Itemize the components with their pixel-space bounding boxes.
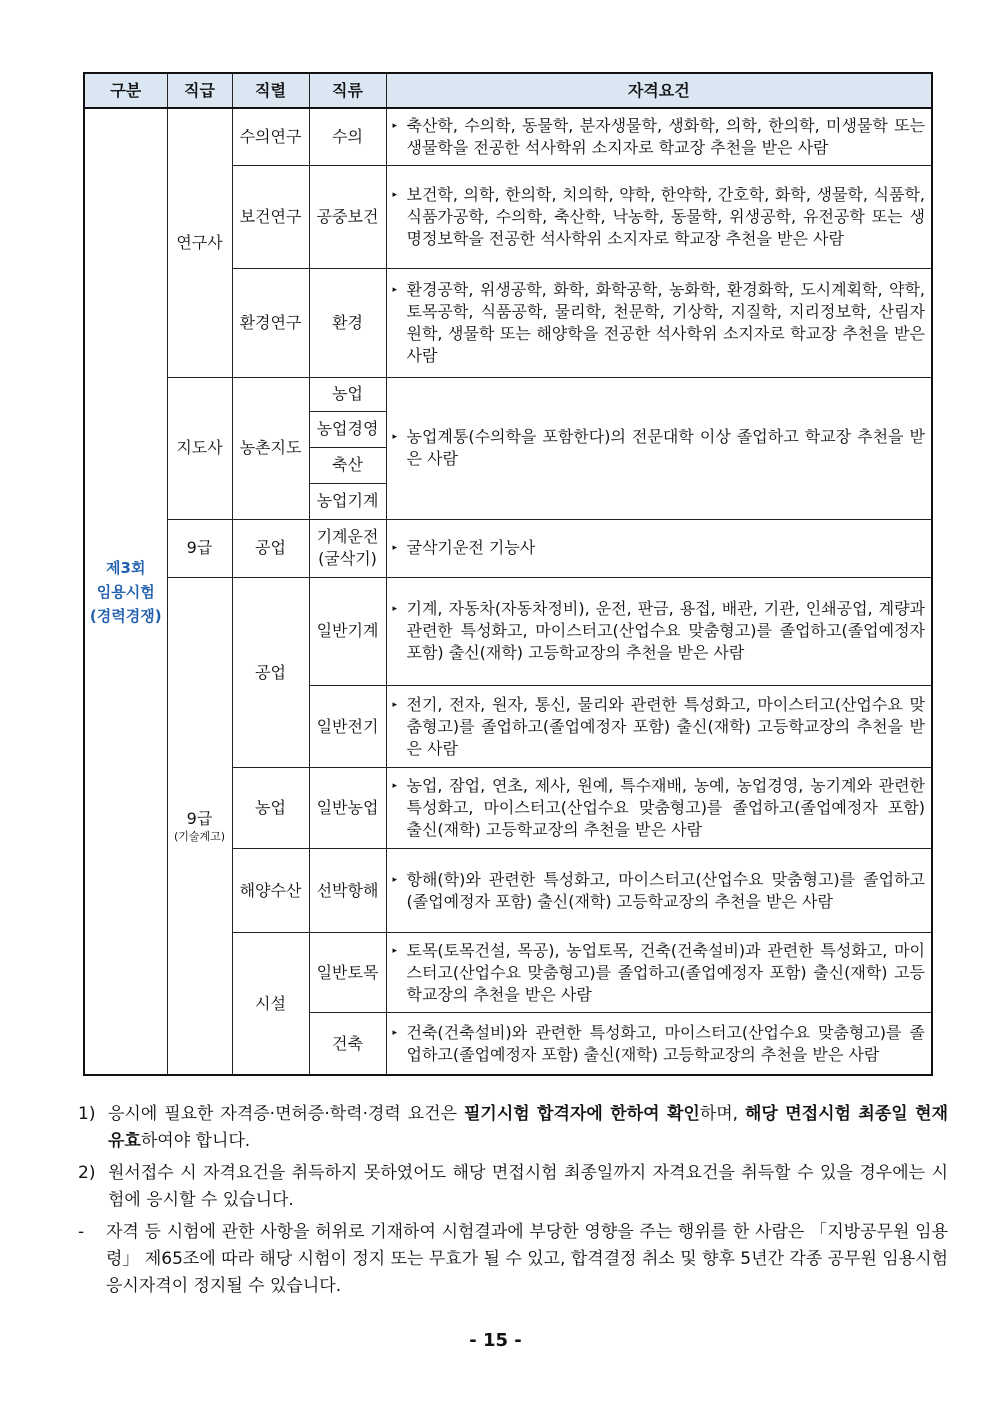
triangle-bullet-icon: ▸ <box>392 120 398 131</box>
table-row <box>84 519 932 577</box>
requirement-cell: ▸ 축산학, 수의학, 동물학, 분자생물학, 생화학, 의학, 한의학, 미생물학 또는 생물학을 전공한 석사학위 소지자로 학교장 추천을 받은 사람 <box>386 108 932 165</box>
class-cell: 일반기계 <box>309 577 386 685</box>
class-cell: 축산 <box>309 447 386 483</box>
note-body: 응시에 필요한 자격증·면허증·학력·경력 요건은 필기시험 합격자에 한하여 확인하며, 해당 면접시험 최종일 현재 유효하여야 합니다. <box>108 1104 948 1151</box>
emphasis: 해당 면접시험 최종일 현재 유효 <box>108 1104 948 1151</box>
notes-section <box>78 1101 948 1305</box>
requirement-cell: ▸ 보건학, 의학, 한의학, 치의학, 약학, 한약학, 간호학, 화학, 생물학, 식품학, 식품가공학, 수의학, 축산학, 낙농학, 동물학, 위생공학, 유전공학 또는 생명정보학을 전공한 석사학위 소지자로 학교장 추천을 받은 사람 <box>386 165 932 268</box>
class-cell: 공중보건 <box>309 165 386 268</box>
header-rank: 직급 <box>167 73 232 108</box>
note-body: 자격 등 시험에 관한 사항을 허위로 기재하여 시험결과에 부당한 영향을 주는 행위를 한 사람은 「지방공무원 임용령」 제65조에 따라 해당 시험이 정지 또는 무효가 될 수 있고, 합격결정 취소 및 향후 5년간 각종 공무원 임용시험 응시자격이 정지될 수 있습니다. <box>106 1222 948 1296</box>
series-cell: 농업 <box>232 768 309 849</box>
requirement-cell: ▸ 농업계통(수의학을 포함한다)의 전문대학 이상 졸업하고 학교장 추천을 받은 사람 <box>386 377 932 519</box>
class-cell: 일반토목 <box>309 933 386 1013</box>
requirement-cell: ▸ 토목(토목건설, 목공), 농업토목, 건축(건축설비)과 관련한 특성화고, 마이스터고(산업수요 맞춤형고)를 졸업하고(졸업예정자 포함) 출신(재학) 고등학교장의 추천을 받은 사람 <box>386 933 932 1013</box>
requirement-cell: ▸ 환경공학, 위생공학, 화학, 화학공학, 농화학, 환경화학, 도시계획학, 약학, 토목공학, 식품공학, 물리학, 천문학, 기상학, 지질학, 지리정보학, 산림자원학, 생물학 또는 해양학을 전공한 석사학위 소지자로 학교장 추천을 받은 사람 <box>386 268 932 377</box>
table-row <box>84 577 932 685</box>
note-dash: - <box>78 1222 85 1242</box>
header-class: 직류 <box>309 73 386 108</box>
class-cell: 일반전기 <box>309 686 386 768</box>
rank-9-tech <box>167 577 232 1075</box>
requirement-cell: ▸ 항해(학)와 관련한 특성화고, 마이스터고(산업수요 맞춤형고)를 졸업하고(졸업예정자 포함) 출신(재학) 고등학교장의 추천을 받은 사람 <box>386 849 932 933</box>
header-series: 직렬 <box>232 73 309 108</box>
triangle-bullet-icon: ▸ <box>392 432 398 443</box>
class-cell: 건축 <box>309 1013 386 1075</box>
triangle-bullet-icon: ▸ <box>392 945 398 956</box>
rank-9: 9급 <box>167 519 232 577</box>
note-3 <box>78 1219 948 1300</box>
triangle-bullet-icon: ▸ <box>392 1027 398 1038</box>
note-1 <box>78 1101 948 1155</box>
note-number: 1) <box>78 1104 96 1124</box>
series-cell: 수의연구 <box>232 108 309 165</box>
class-cell: 수의 <box>309 108 386 165</box>
note-body: 원서접수 시 자격요건을 취득하지 못하였어도 해당 면접시험 최종일까지 자격요건을 취득할 수 있을 경우에는 시험에 응시할 수 있습니다. <box>108 1163 948 1210</box>
rank-researcher: 연구사 <box>167 108 232 377</box>
header-category: 구분 <box>84 73 167 108</box>
series-cell: 공업 <box>232 519 309 577</box>
header-requirements: 자격요건 <box>386 73 932 108</box>
class-cell: 환경 <box>309 268 386 377</box>
class-line-2: (굴삭기) <box>318 549 377 569</box>
table-header-row <box>84 73 932 108</box>
triangle-bullet-icon: ▸ <box>392 604 398 615</box>
triangle-bullet-icon: ▸ <box>392 781 398 792</box>
category-line-1: 제3회 <box>106 558 146 577</box>
class-cell: 농업 <box>309 377 386 411</box>
class-line-1: 기계운전 <box>316 527 379 547</box>
series-cell: 농촌지도 <box>232 377 309 519</box>
requirement-cell: ▸ 농업, 잠업, 연초, 제사, 원예, 특수재배, 농예, 농업경영, 농기계와 관련한 특성화고, 마이스터고(산업수요 맞춤형고)를 졸업하고(졸업예정자 포함) 출신(재학) 고등학교장의 추천을 받은 사람 <box>386 768 932 849</box>
table-row <box>84 377 932 411</box>
class-cell: 농업경영 <box>309 411 386 447</box>
triangle-bullet-icon: ▸ <box>392 543 398 554</box>
series-cell: 해양수산 <box>232 849 309 933</box>
requirement-cell: ▸ 건축(건축설비)와 관련한 특성화고, 마이스터고(산업수요 맞춤형고)를 졸업하고(졸업예정자 포함) 출신(재학) 고등학교장의 추천을 받은 사람 <box>386 1013 932 1075</box>
triangle-bullet-icon: ▸ <box>392 699 398 710</box>
emphasis: 필기시험 합격자에 한하여 확인 <box>463 1104 700 1124</box>
class-cell <box>309 519 386 577</box>
note-number: 2) <box>78 1163 96 1183</box>
class-cell: 선박항해 <box>309 849 386 933</box>
series-cell: 시설 <box>232 933 309 1075</box>
requirement-cell: ▸ 전기, 전자, 원자, 통신, 물리와 관련한 특성화고, 마이스터고(산업수요 맞춤형고)를 졸업하고(졸업예정자 포함) 출신(재학) 고등학교장의 추천을 받은 사람 <box>386 686 932 768</box>
note-2 <box>78 1160 948 1214</box>
series-cell: 공업 <box>232 577 309 767</box>
triangle-bullet-icon: ▸ <box>392 874 398 885</box>
triangle-bullet-icon: ▸ <box>392 284 398 295</box>
page-number: - 15 - <box>469 1330 522 1351</box>
class-cell: 농업기계 <box>309 483 386 519</box>
series-cell: 환경연구 <box>232 268 309 377</box>
rank-9-tech-sub: (기술계고) <box>173 829 226 843</box>
requirement-cell: ▸ 굴삭기운전 기능사 <box>386 519 932 577</box>
rank-instructor: 지도사 <box>167 377 232 519</box>
class-cell: 일반농업 <box>309 768 386 849</box>
qualification-table <box>83 72 933 1076</box>
series-cell: 보건연구 <box>232 165 309 268</box>
category-cell <box>84 108 167 1075</box>
table-row <box>84 108 932 165</box>
category-line-2: 임용시험 <box>96 582 155 601</box>
category-line-3: (경력경쟁) <box>89 606 162 625</box>
rank-9-tech-label: 9급 <box>186 808 213 828</box>
requirement-cell: ▸ 기계, 자동차(자동차정비), 운전, 판금, 용접, 배관, 기관, 인쇄공업, 계량과 관련한 특성화고, 마이스터고(산업수요 맞춤형고)를 졸업하고(졸업예정자 포함) 출신(재학) 고등학교장의 추천을 받은 사람 <box>386 577 932 685</box>
triangle-bullet-icon: ▸ <box>392 189 398 200</box>
